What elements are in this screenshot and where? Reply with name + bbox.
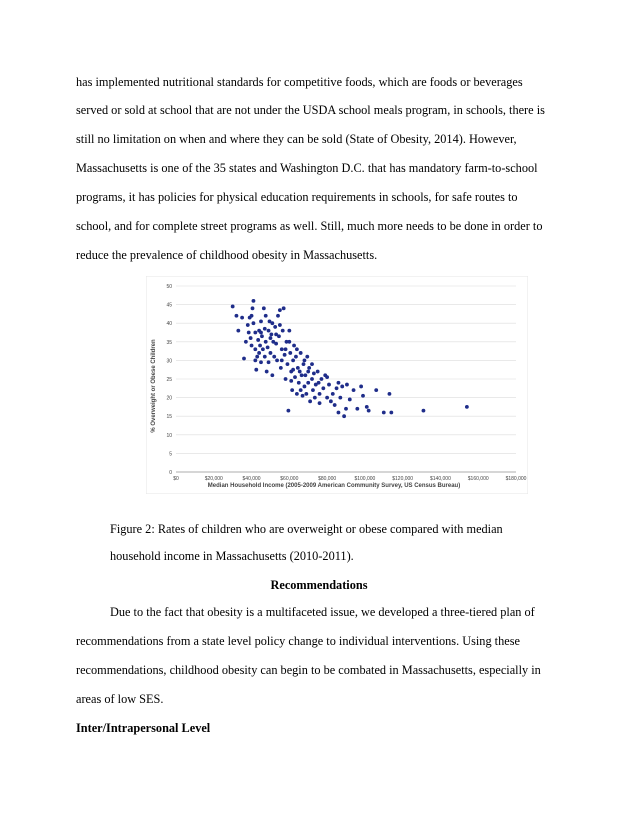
data-point (267, 329, 271, 333)
data-point (252, 321, 256, 325)
y-tick-label: 45 (166, 302, 172, 309)
data-point (335, 386, 339, 390)
data-point (262, 306, 266, 310)
data-point (266, 345, 270, 349)
y-tick-label: 25 (166, 377, 172, 383)
chart-frame (146, 276, 528, 494)
scatter-chart (146, 276, 528, 494)
data-point (288, 351, 292, 355)
data-point (313, 396, 317, 400)
data-point (299, 388, 303, 392)
data-point (273, 325, 277, 329)
data-point (263, 327, 267, 331)
data-point (283, 353, 287, 357)
data-point (290, 388, 294, 392)
data-point (242, 357, 246, 361)
data-point (337, 381, 341, 385)
data-point (331, 392, 335, 396)
data-point (348, 398, 352, 402)
data-point (260, 334, 264, 338)
data-point (263, 355, 267, 359)
data-point (325, 375, 329, 379)
data-point (342, 414, 346, 418)
data-point (257, 351, 261, 355)
data-point (281, 329, 285, 333)
data-point (264, 340, 268, 344)
data-point (250, 344, 254, 348)
y-tick-label: 30 (166, 358, 172, 365)
data-point (249, 336, 253, 340)
data-point (236, 329, 240, 333)
data-point (325, 396, 329, 400)
data-point (269, 351, 273, 355)
data-point (252, 299, 256, 303)
data-point (274, 342, 278, 346)
data-point (295, 347, 299, 351)
data-point (265, 370, 269, 374)
figure-caption-line: Figure 2: Rates of children who are overweight or obese compared with median (110, 522, 503, 536)
data-point (301, 394, 305, 398)
data-point (302, 362, 306, 366)
x-tick-label: $100,000 (354, 476, 376, 482)
data-point (275, 359, 279, 363)
data-point (307, 366, 311, 370)
paragraph-1-line: served or sold at school that are not under the USDA school meals program, in schools, there is (76, 103, 545, 117)
paragraph-1-line: still no limitation on when and where they can be sold (State of Obesity, 2014). However, (76, 132, 517, 146)
data-point (310, 362, 314, 366)
x-tick-label: $60,000 (280, 476, 299, 482)
data-point (318, 401, 322, 405)
data-point (282, 306, 286, 310)
data-point (269, 332, 273, 336)
data-point (280, 347, 284, 351)
x-tick-label: $160,000 (467, 476, 489, 482)
data-point (253, 359, 257, 363)
subheading: Inter/Intrapersonal Level (76, 721, 211, 735)
data-point (287, 340, 291, 344)
paragraph-2-line: recommendations from a state level policy change to individual interventions. Using these (76, 634, 520, 648)
data-point (280, 359, 284, 363)
data-point (318, 392, 322, 396)
data-point (304, 392, 308, 396)
x-tick-label: $180,000 (505, 476, 527, 482)
y-tick-label: 35 (166, 339, 172, 346)
data-point (367, 409, 371, 413)
y-axis-label: % Overweight or Obese Children (151, 339, 157, 433)
data-point (254, 368, 258, 372)
data-point (306, 381, 310, 385)
data-point (365, 405, 369, 409)
data-point (316, 370, 320, 374)
data-point (303, 385, 307, 389)
data-point (270, 373, 274, 377)
data-point (276, 314, 280, 318)
paragraph-2-line: areas of low SES. (76, 692, 164, 706)
data-point (253, 347, 257, 351)
y-tick-label: 50 (166, 284, 172, 290)
data-point (284, 377, 288, 381)
data-point (299, 351, 303, 355)
data-point (305, 355, 309, 359)
y-tick-label: 0 (169, 470, 172, 476)
section-heading: Recommendations (270, 578, 368, 592)
data-point (259, 331, 263, 335)
data-point (300, 373, 304, 377)
data-point (465, 405, 469, 409)
y-tick-label: 40 (166, 321, 172, 328)
data-point (312, 372, 316, 376)
x-axis-label: Median Household Income (2005-2009 American Community Survey, US Census Bureau) (207, 483, 461, 489)
data-point (231, 305, 235, 309)
data-point (284, 347, 288, 351)
data-point (361, 394, 365, 398)
data-point (329, 399, 333, 403)
paragraph-1-line: reduce the prevalence of childhood obesity in Massachusetts. (76, 248, 378, 262)
paragraph-1-line: school, and for complete street programs as well. Still, much more needs to be done in order to (76, 219, 543, 233)
x-tick-label: $80,000 (318, 476, 337, 482)
x-tick-label: $40,000 (242, 476, 261, 482)
data-point (327, 383, 331, 387)
figure-caption-line: household income in Massachusetts (2010-2011). (110, 549, 354, 563)
data-point (246, 323, 250, 327)
data-point (247, 331, 251, 335)
paragraph-2-line: recommendations, childhood obesity can begin to be combated in Massachusetts, especially in (76, 663, 541, 677)
paragraph-1-line: programs, it has policies for physical education requirements in schools, for safe routes to (76, 190, 518, 204)
data-point (295, 392, 299, 396)
data-point (297, 381, 301, 385)
data-point (338, 396, 342, 400)
data-point (250, 314, 254, 318)
data-point (310, 377, 314, 381)
data-point (251, 306, 255, 310)
data-point (261, 347, 265, 351)
data-point (382, 411, 386, 415)
data-point (296, 366, 300, 370)
data-point (422, 409, 426, 413)
data-point (279, 366, 283, 370)
data-point (291, 368, 295, 372)
data-point (270, 321, 274, 325)
data-point (278, 308, 282, 312)
data-point (264, 314, 268, 318)
paragraph-1-line: Massachusetts is one of the 35 states and Washington D.C. that has mandatory farm-to-school (76, 161, 538, 175)
y-tick-label: 15 (166, 414, 172, 421)
data-point (321, 386, 325, 390)
x-tick-label: $0 (173, 476, 179, 482)
data-point (303, 359, 307, 363)
data-point (345, 383, 349, 387)
data-point (286, 362, 290, 366)
data-point (256, 338, 260, 342)
data-point (269, 336, 273, 340)
data-point (272, 355, 276, 359)
data-point (308, 399, 312, 403)
x-tick-label: $20,000 (204, 476, 223, 482)
data-point (317, 381, 321, 385)
data-point (291, 359, 295, 363)
data-point (388, 392, 392, 396)
y-tick-label: 20 (166, 395, 172, 402)
data-point (253, 331, 257, 335)
data-point (259, 360, 263, 364)
paragraph-1-line: has implemented nutritional standards for competitive foods, which are foods or beverages (76, 75, 523, 89)
data-point (298, 370, 302, 374)
data-point (311, 388, 315, 392)
data-point (359, 385, 363, 389)
data-point (355, 407, 359, 411)
data-point (333, 403, 337, 407)
data-point (340, 385, 344, 389)
data-point (344, 407, 348, 411)
data-point (293, 375, 297, 379)
data-point (292, 344, 296, 348)
data-point (389, 411, 393, 415)
data-point (274, 332, 278, 336)
data-point (278, 323, 282, 327)
data-point (320, 377, 324, 381)
data-point (352, 388, 356, 392)
data-point (259, 319, 263, 323)
x-tick-label: $140,000 (430, 476, 451, 482)
data-point (240, 316, 244, 320)
data-point (374, 388, 378, 392)
data-point (294, 355, 298, 359)
data-point (287, 329, 291, 333)
y-tick-label: 5 (169, 451, 172, 458)
data-point (267, 360, 271, 364)
data-point (303, 373, 307, 377)
data-point (286, 409, 290, 413)
data-point (235, 314, 239, 318)
data-point (306, 370, 310, 374)
y-tick-label: 10 (166, 432, 172, 439)
paragraph-2-line: Due to the fact that obesity is a multifaceted issue, we developed a three-tiered plan of (110, 605, 535, 619)
data-point (244, 340, 248, 344)
data-point (289, 379, 293, 383)
data-point (255, 355, 259, 359)
data-point (337, 411, 341, 415)
data-point (258, 344, 262, 348)
x-tick-label: $120,000 (392, 476, 414, 482)
